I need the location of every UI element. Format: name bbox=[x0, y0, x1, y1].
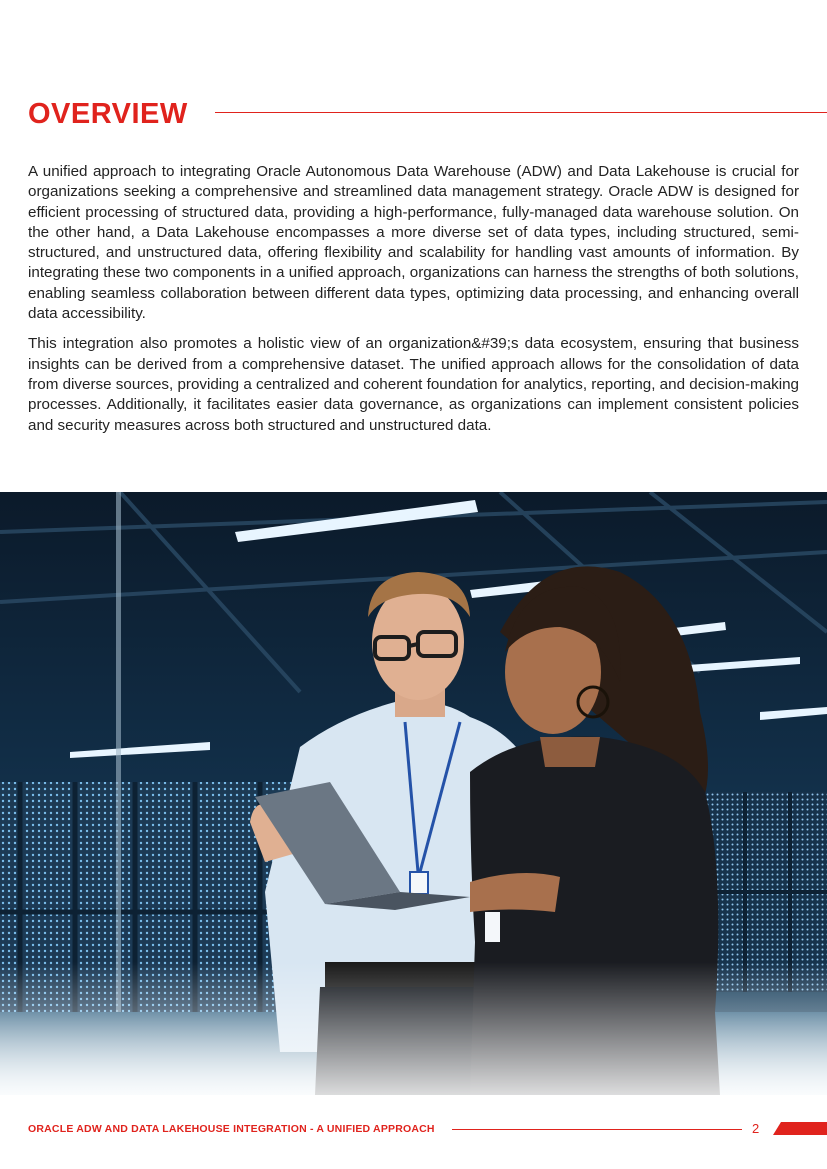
heading-divider bbox=[215, 112, 827, 113]
page-heading: OVERVIEW bbox=[28, 98, 188, 130]
footer-document-title: ORACLE ADW AND DATA LAKEHOUSE INTEGRATION - A UNIFIED APPROACH bbox=[28, 1123, 435, 1135]
paragraph-2: This integration also promotes a holistic view of an organization&#39;s data ecosystem, ensuring that business insights can be derived from a comprehensive dataset. The unified approach allows for the consolidation of data from diverse sources, providing a centralized and coherent foundation for analytics, reporting, and decision-making processes. Additionally, it facilitates easier data governance, as organizations can implement consistent policies and security measures across both structured and unstructured data. bbox=[28, 335, 799, 434]
page-number: 2 bbox=[752, 1121, 760, 1136]
paragraph-1: A unified approach to integrating Oracle Autonomous Data Warehouse (ADW) and Data Lakehouse is crucial for organizations seeking a comprehensive and streamlined data management strategy. Oracle ADW is designed for efficient processing of structured data, providing a high-performance, fully-managed data warehouse solution. On the other hand, a Data Lakehouse encompasses a more diverse set of data types, including structured, semi-structured, and unstructured data, offering flexibility and scalability for handling vast amounts of information. By integrating these two components in a unified approach, organizations can harness the strengths of both solutions, enabling seamless collaboration between different data types, optimizing data processing, and enhancing overall data accessibility. bbox=[28, 163, 799, 323]
footer-divider bbox=[452, 1129, 742, 1130]
body-text bbox=[28, 162, 799, 446]
data-center-photo bbox=[0, 492, 827, 1095]
footer-accent-tab bbox=[773, 1122, 827, 1135]
